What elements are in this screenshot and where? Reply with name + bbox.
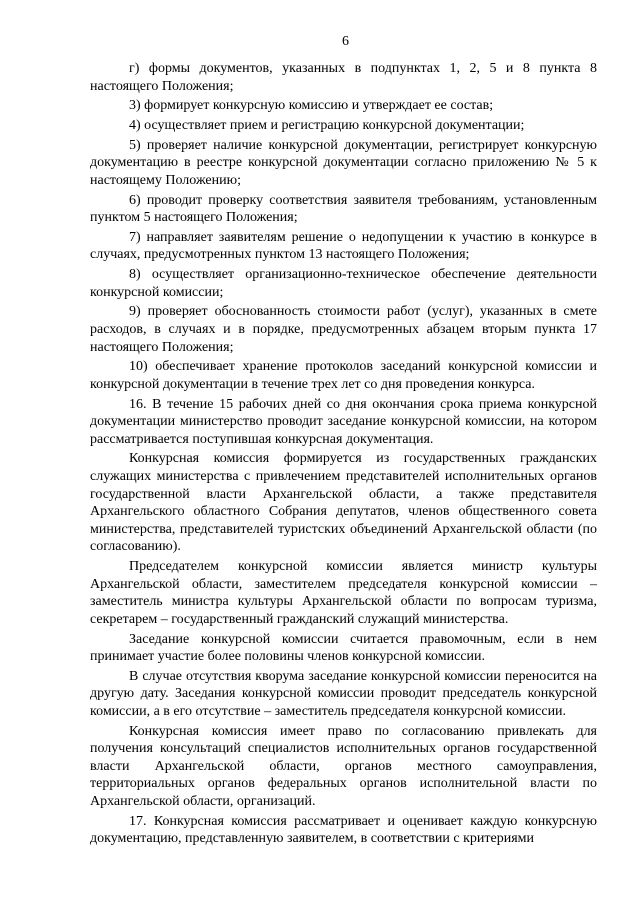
paragraph-section-16: 16. В течение 15 рабочих дней со дня окончания срока приема конкурсной документации министерство проводит заседание конкурсной комиссии, на котором рассматривается поступившая конкурсная документация. xyxy=(90,396,597,447)
paragraph-item-4: 4) осуществляет прием и регистрацию конкурсной документации; xyxy=(129,117,525,133)
paragraph-item-9: 9) проверяет обоснованность стоимости работ (услуг), указанных в смете расходов, в случаях и в порядке, предусмотренных абзацем вторым пункта 17 настоящего Положения; xyxy=(90,304,597,355)
page-number: 6 xyxy=(342,34,349,49)
paragraph-item-6: 6) проводит проверку соответствия заявителя требованиям, установленным пунктом 5 настоящего Положения; xyxy=(90,192,597,226)
paragraph-section-17: 17. Конкурсная комиссия рассматривает и оценивает каждую конкурсную документацию, представленную заявителем, в соответствии с критериями xyxy=(90,813,597,847)
paragraph-item-10: 10) обеспечивает хранение протоколов заседаний конкурсной комиссии и конкурсной документации в течение трех лет со дня проведения конкурса. xyxy=(90,359,597,392)
paragraph-commission-chair: Председателем конкурсной комиссии является министр культуры Архангельской области, заместителем председателя конкурсной комиссии – заместитель министра культуры Архангельской области по вопросам туризма, секретарем – государственный гражданский служащий министерства. xyxy=(90,559,597,627)
paragraph-item-8: 8) осуществляет организационно-техническое обеспечение деятельности конкурсной комиссии; xyxy=(90,267,597,300)
paragraph-item-5: 5) проверяет наличие конкурсной документации, регистрирует конкурсную документацию в реестре конкурсной документации согласно приложению № 5 к настоящему Положению; xyxy=(90,137,597,188)
paragraph-item-7: 7) направляет заявителям решение о недопущении к участию в конкурсе в случаях, предусмотренных пунктом 13 настоящего Положения; xyxy=(90,229,597,263)
paragraph-item-3: 3) формирует конкурсную комиссию и утверждает ее состав; xyxy=(129,98,494,114)
paragraph-consultations: Конкурсная комиссия имеет право по согласованию привлекать для получения консультаций специалистов исполнительных органов государственной власти Архангельской области, органов местного самоуправления, территориальных органов федеральных органов исполнительной власти по Архангельской области, организаций. xyxy=(90,723,597,810)
paragraph-no-quorum: В случае отсутствия кворума заседание конкурсной комиссии переносится на другую дату. Заседания конкурсной комиссии проводит председатель конкурсной комиссии, а в его отсутствие – заместитель председателя конкурсной комиссии. xyxy=(90,668,597,719)
paragraph-commission-formation: Конкурсная комиссия формируется из государственных гражданских служащих министерства с привлечением представителей исполнительных органов государственной власти Архангельской области, а также представителя Архангельского областного Собрания депутатов, членов общественного совета министерства, представителей туристских объединений Архангельской области (по согласованию). xyxy=(90,451,597,555)
document-page xyxy=(90,34,597,850)
paragraph-forms-of-documents: г) формы документов, указанных в подпунктах 1, 2, 5 и 8 пункта 8 настоящего Положения; xyxy=(90,61,597,94)
paragraph-quorum: Заседание конкурсной комиссии считается правомочным, если в нем принимает участие более половины членов конкурсной комиссии. xyxy=(90,631,597,665)
